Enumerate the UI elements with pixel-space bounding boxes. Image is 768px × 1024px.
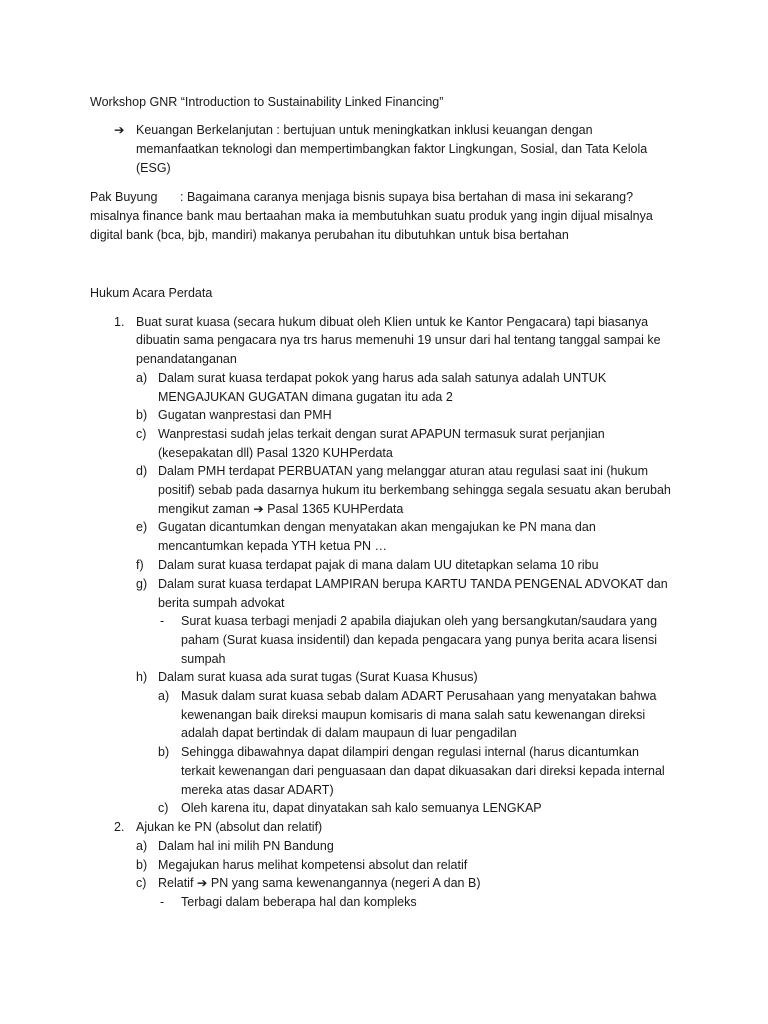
list-item-text: mengikut zaman bbox=[158, 502, 254, 516]
list-marker: h) bbox=[136, 670, 148, 684]
list-marker: - bbox=[160, 895, 165, 909]
list-item-line: (kesepakatan dll) Pasal 1320 KUHPerdata bbox=[158, 446, 393, 460]
list-item-line: Dalam surat kuasa terdapat LAMPIRAN berupa KARTU TANDA PENGENAL ADVOKAT dan bbox=[158, 577, 668, 591]
list-item-line: Dalam surat kuasa terdapat pajak di mana dalam UU ditetapkan selama 10 ribu bbox=[158, 558, 599, 572]
list-item-line: positif) sebab pada dasarnya hukum itu berkembang sehingga segala sesuatu akan berubah bbox=[158, 483, 671, 497]
list-item-line: MENGAJUKAN GUGATAN dimana gugatan itu ada 2 bbox=[158, 390, 453, 404]
list-item-line: Oleh karena itu, dapat dinyatakan sah kalo semuanya LENGKAP bbox=[181, 801, 542, 815]
list-item-line: Dalam surat kuasa terdapat pokok yang harus ada salah satunya adalah UNTUK bbox=[158, 371, 607, 385]
list-item-line: paham (Surat kuasa insidentil) dan kepada pengacara yang punya berita acara lisensi bbox=[181, 633, 657, 647]
list-item-line: Dalam surat kuasa ada surat tugas (Surat Kuasa Khusus) bbox=[158, 670, 478, 684]
list-item-line: Terbagi dalam beberapa hal dan kompleks bbox=[181, 895, 417, 909]
bullet-text-line: memanfaatkan teknologi dan mempertimbangkan faktor Lingkungan, Sosial, dan Tata Kelola bbox=[136, 142, 648, 156]
speaker-name: Pak Buyung bbox=[90, 190, 158, 204]
list-item-line: kewenangan baik direksi maupun komisaris di mana salah satu kewenangan direksi bbox=[181, 708, 646, 722]
list-item-line: Megajukan harus melihat kompetensi absolut dan relatif bbox=[158, 858, 468, 872]
list-item-line: Masuk dalam surat kuasa sebab dalam ADART Perusahaan yang menyatakan bahwa bbox=[181, 689, 657, 703]
section-title: Hukum Acara Perdata bbox=[90, 286, 213, 300]
list-item-line: Surat kuasa terbagi menjadi 2 apabila diajukan oleh yang bersangkutan/saudara yang bbox=[181, 614, 658, 628]
list-marker: - bbox=[160, 614, 165, 628]
document-title: Workshop GNR “Introduction to Sustainability Linked Financing” bbox=[90, 95, 444, 109]
list-item-line: Gugatan dicantumkan dengan menyatakan akan mengajukan ke PN mana dan bbox=[158, 520, 596, 534]
list-marker: a) bbox=[158, 689, 170, 703]
list-item-line: berita sumpah advokat bbox=[158, 596, 285, 610]
list-marker: b) bbox=[136, 858, 148, 872]
list-item-line: dibuatin sama pengacara nya trs harus memenuhi 19 unsur dari hal tentang tanggal sampai ke bbox=[136, 333, 661, 347]
list-marker: a) bbox=[136, 371, 148, 385]
list-item-line: Dalam hal ini milih PN Bandung bbox=[158, 839, 334, 853]
list-marker: f) bbox=[136, 558, 144, 572]
arrow-bullet-icon: ➔ bbox=[114, 123, 125, 137]
list-item-line: Gugatan wanprestasi dan PMH bbox=[158, 408, 332, 422]
speaker-text-line: digital bank (bca, bjb, mandiri) makanya perubahan itu dibutuhkan untuk bisa bertahan bbox=[90, 228, 569, 242]
list-item-text: PN yang sama kewenangannya (negeri A dan B) bbox=[207, 876, 481, 890]
list-item-line: sumpah bbox=[181, 652, 226, 666]
list-item-text: Pasal 1365 KUHPerdata bbox=[263, 502, 404, 516]
list-item-line: Sehingga dibawahnya dapat dilampiri dengan regulasi internal (harus dicantumkan bbox=[181, 745, 639, 759]
list-item-line: Wanprestasi sudah jelas terkait dengan surat APAPUN termasuk surat perjanjian bbox=[158, 427, 605, 441]
list-marker: c) bbox=[136, 427, 147, 441]
list-item-text: Relatif bbox=[158, 876, 197, 890]
list-marker: c) bbox=[158, 801, 169, 815]
list-marker: c) bbox=[136, 876, 147, 890]
speaker-text-line: : Bagaimana caranya menjaga bisnis supaya bisa bertahan di masa ini sekarang? bbox=[180, 190, 634, 204]
speaker-text-line: misalnya finance bank mau bertaahan maka ia membutuhkan suatu produk yang ingin dijual misalnya bbox=[90, 209, 653, 223]
list-item-line: penandatanganan bbox=[136, 352, 237, 366]
list-item-line: Buat surat kuasa (secara hukum dibuat oleh Klien untuk ke Kantor Pengacara) tapi biasanya bbox=[136, 315, 649, 329]
list-item-line bbox=[158, 500, 403, 519]
bullet-text-line: Keuangan Berkelanjutan : bertujuan untuk meningkatkan inklusi keuangan dengan bbox=[136, 123, 593, 137]
bullet-text-line: (ESG) bbox=[136, 161, 171, 175]
list-item-line bbox=[158, 874, 480, 893]
list-item-line: mereka atas dasar ADART) bbox=[181, 783, 334, 797]
list-item-line: terkait kewenangan dari penguasaan dan dapat dikuasakan dari direksi kepada internal bbox=[181, 764, 665, 778]
list-marker: e) bbox=[136, 520, 148, 534]
arrow-icon: ➔ bbox=[196, 876, 208, 890]
arrow-icon: ➔ bbox=[253, 502, 264, 516]
list-marker: b) bbox=[136, 408, 148, 422]
list-marker: d) bbox=[136, 464, 148, 478]
list-item-line: mencantumkan kepada YTH ketua PN … bbox=[158, 539, 388, 553]
list-marker: 2. bbox=[114, 820, 125, 834]
list-marker: a) bbox=[136, 839, 148, 853]
list-item-line: Dalam PMH terdapat PERBUATAN yang melanggar aturan atau regulasi saat ini (hukum bbox=[158, 464, 649, 478]
list-item-line: Ajukan ke PN (absolut dan relatif) bbox=[136, 820, 323, 834]
list-marker: g) bbox=[136, 577, 148, 591]
list-marker: b) bbox=[158, 745, 170, 759]
list-item-line: adalah dapat bertindak di dalam maupaun di luar pengadilan bbox=[181, 726, 517, 740]
list-marker: 1. bbox=[114, 315, 125, 329]
